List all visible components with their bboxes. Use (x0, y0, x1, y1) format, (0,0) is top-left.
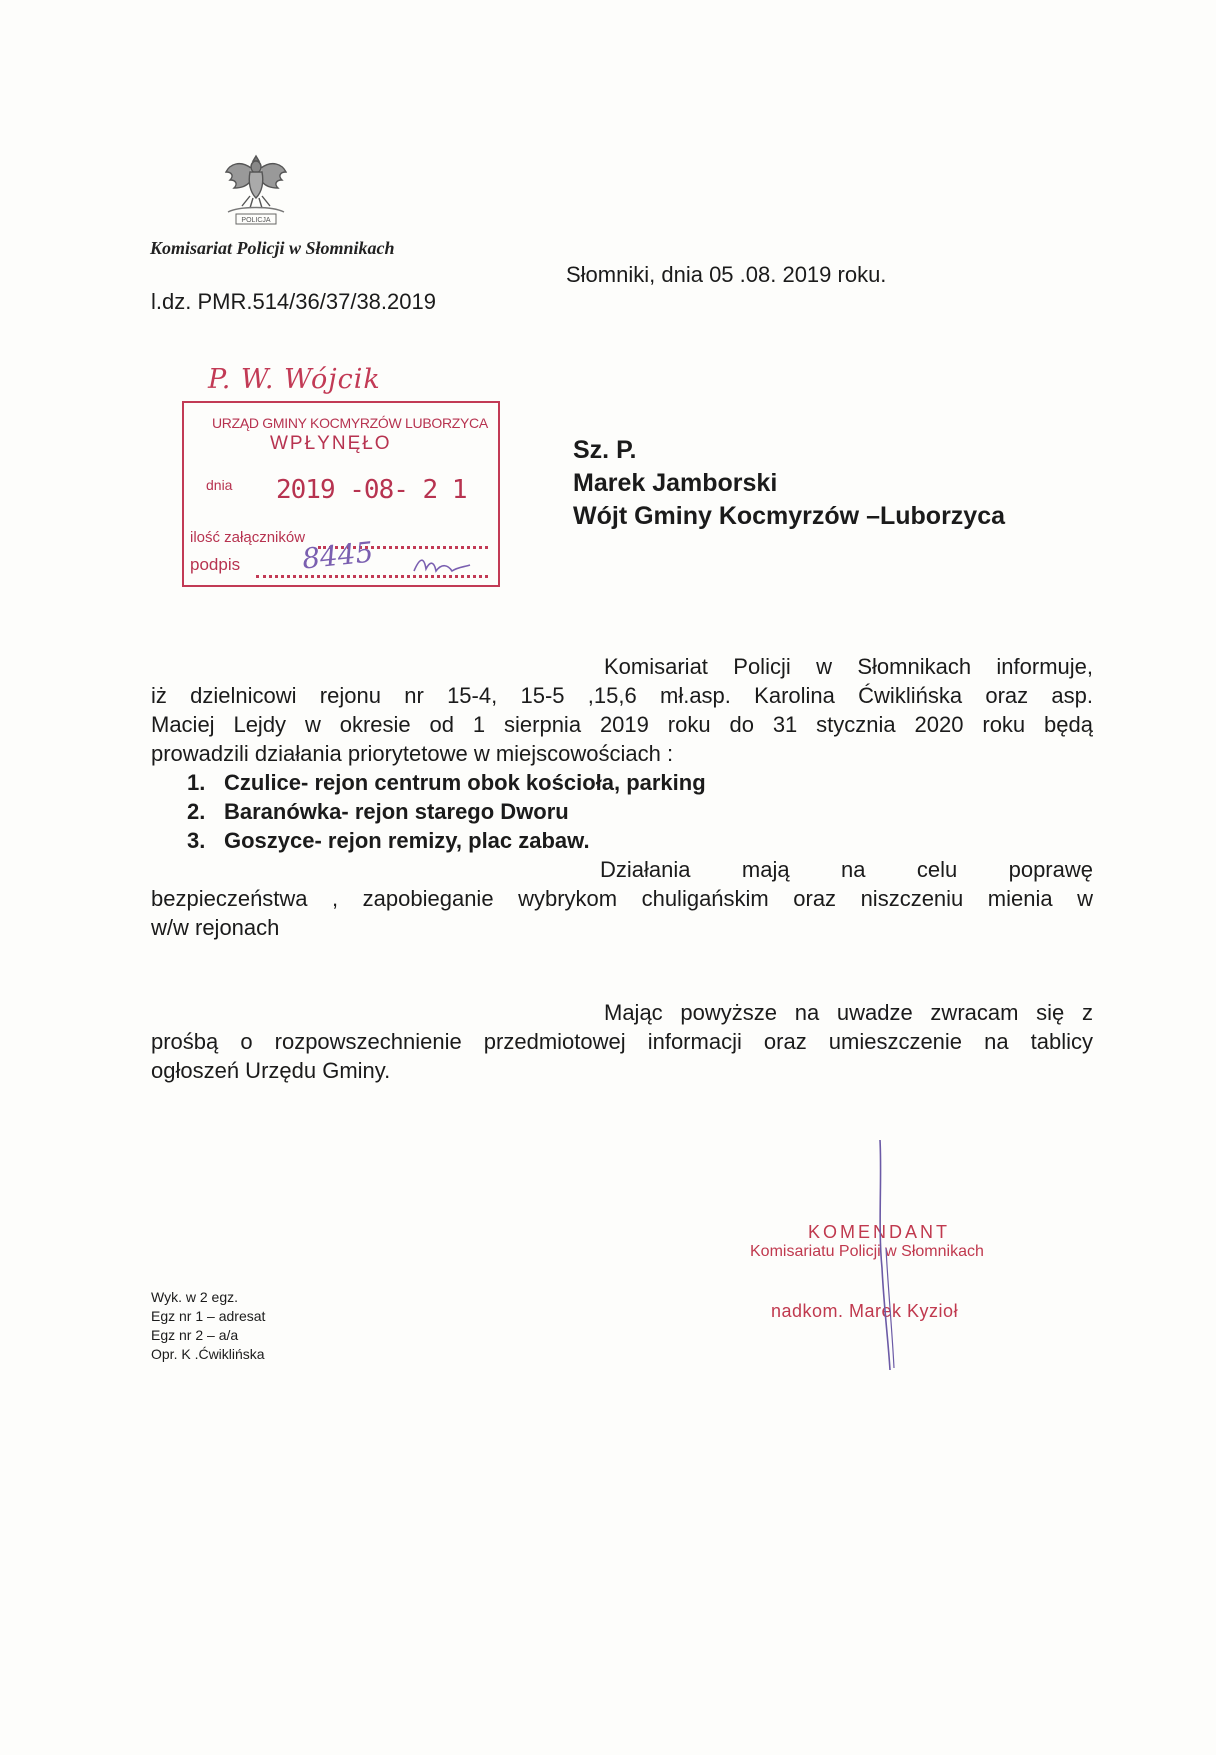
paragraph-line: Komisariat Policji w Słomnikach informuje, (604, 654, 1093, 679)
stamp-handwritten-number: 8445 (300, 535, 375, 576)
list-item-number: 2. (187, 799, 206, 824)
signature-name: nadkom. Marek Kyzioł (771, 1301, 959, 1321)
list-item-text: Goszyce- rejon remizy, plac zabaw. (224, 828, 590, 853)
copies-line: Egz nr 1 – adresat (151, 1308, 266, 1324)
stamp-received: WPŁYNĘŁO (270, 433, 392, 454)
paragraph-line: w/w rejonach (151, 915, 280, 940)
list-item (187, 826, 706, 855)
paragraph-line: ogłoszeń Urzędu Gminy. (151, 1058, 391, 1083)
copies-line: Wyk. w 2 egz. (151, 1289, 239, 1305)
list-item-number: 1. (187, 770, 206, 795)
eagle-emblem-icon (220, 150, 292, 232)
paragraph-line: prowadzili działania priorytetowe w miejscowościach : (151, 741, 674, 766)
recipient-salutation: Sz. P. (573, 436, 637, 464)
paragraph-line: Działania mają na celu poprawę (600, 857, 1093, 882)
list-item-text: Czulice- rejon centrum obok kościoła, parking (224, 770, 706, 795)
signature-office: Komisariatu Policji w Słomnikach (750, 1243, 984, 1260)
signature-scribble-icon (868, 1138, 908, 1372)
emblem-label: POLICJA (241, 217, 271, 224)
copies-line: Egz nr 2 – a/a (151, 1327, 239, 1343)
stamp-date: 2019 -08- 2 1 (276, 475, 467, 505)
paragraph-line: iż dzielnicowi rejonu nr 15-4, 15-5 ,15,6 mł.asp. Karolina Ćwiklińska oraz asp. (151, 683, 1093, 708)
reference-number: l.dz. PMR.514/36/37/38.2019 (151, 289, 436, 314)
copies-note (151, 1288, 265, 1364)
list-item (187, 797, 706, 826)
received-stamp (182, 401, 500, 587)
location-list (187, 768, 706, 855)
signature-title: KOMENDANT (808, 1222, 951, 1242)
list-item-number: 3. (187, 828, 206, 853)
list-item (187, 768, 706, 797)
office-name: Komisariat Policji w Słomnikach (150, 238, 395, 258)
recipient-title: Wójt Gminy Kocmyrzów –Luborzyca (573, 502, 1006, 530)
paragraph-line: prośbą o rozpowszechnienie przedmiotowej informacji oraz umieszczenie na tablicy (151, 1029, 1093, 1054)
stamp-initials-icon (412, 553, 472, 577)
body-paragraph-3 (151, 998, 1093, 1085)
handwritten-note: P. W. Wójcik (208, 364, 381, 395)
stamp-signature-label: podpis (190, 555, 241, 574)
recipient-name: Marek Jamborski (573, 469, 778, 497)
stamp-attachments-label: ilość załączników (190, 529, 306, 546)
stamp-date-label: dnia (206, 477, 233, 493)
list-item-text: Baranówka- rejon starego Dworu (224, 799, 569, 824)
paragraph-line: Maciej Lejdy w okresie od 1 sierpnia 2019 roku do 31 stycznia 2020 roku będą (151, 712, 1093, 737)
body-paragraph-2 (151, 855, 1093, 942)
body-paragraph-1 (151, 652, 1093, 768)
paragraph-line: Mając powyższe na uwadze zwracam się z (604, 1000, 1093, 1025)
copies-line: Opr. K .Ćwiklińska (151, 1346, 265, 1362)
stamp-organization: URZĄD GMINY KOCMYRZÓW LUBORZYCA (212, 415, 488, 431)
place-date: Słomniki, dnia 05 .08. 2019 roku. (566, 262, 887, 287)
paragraph-line: bezpieczeństwa , zapobieganie wybrykom chuligańskim oraz niszczeniu mienia w (151, 886, 1093, 911)
